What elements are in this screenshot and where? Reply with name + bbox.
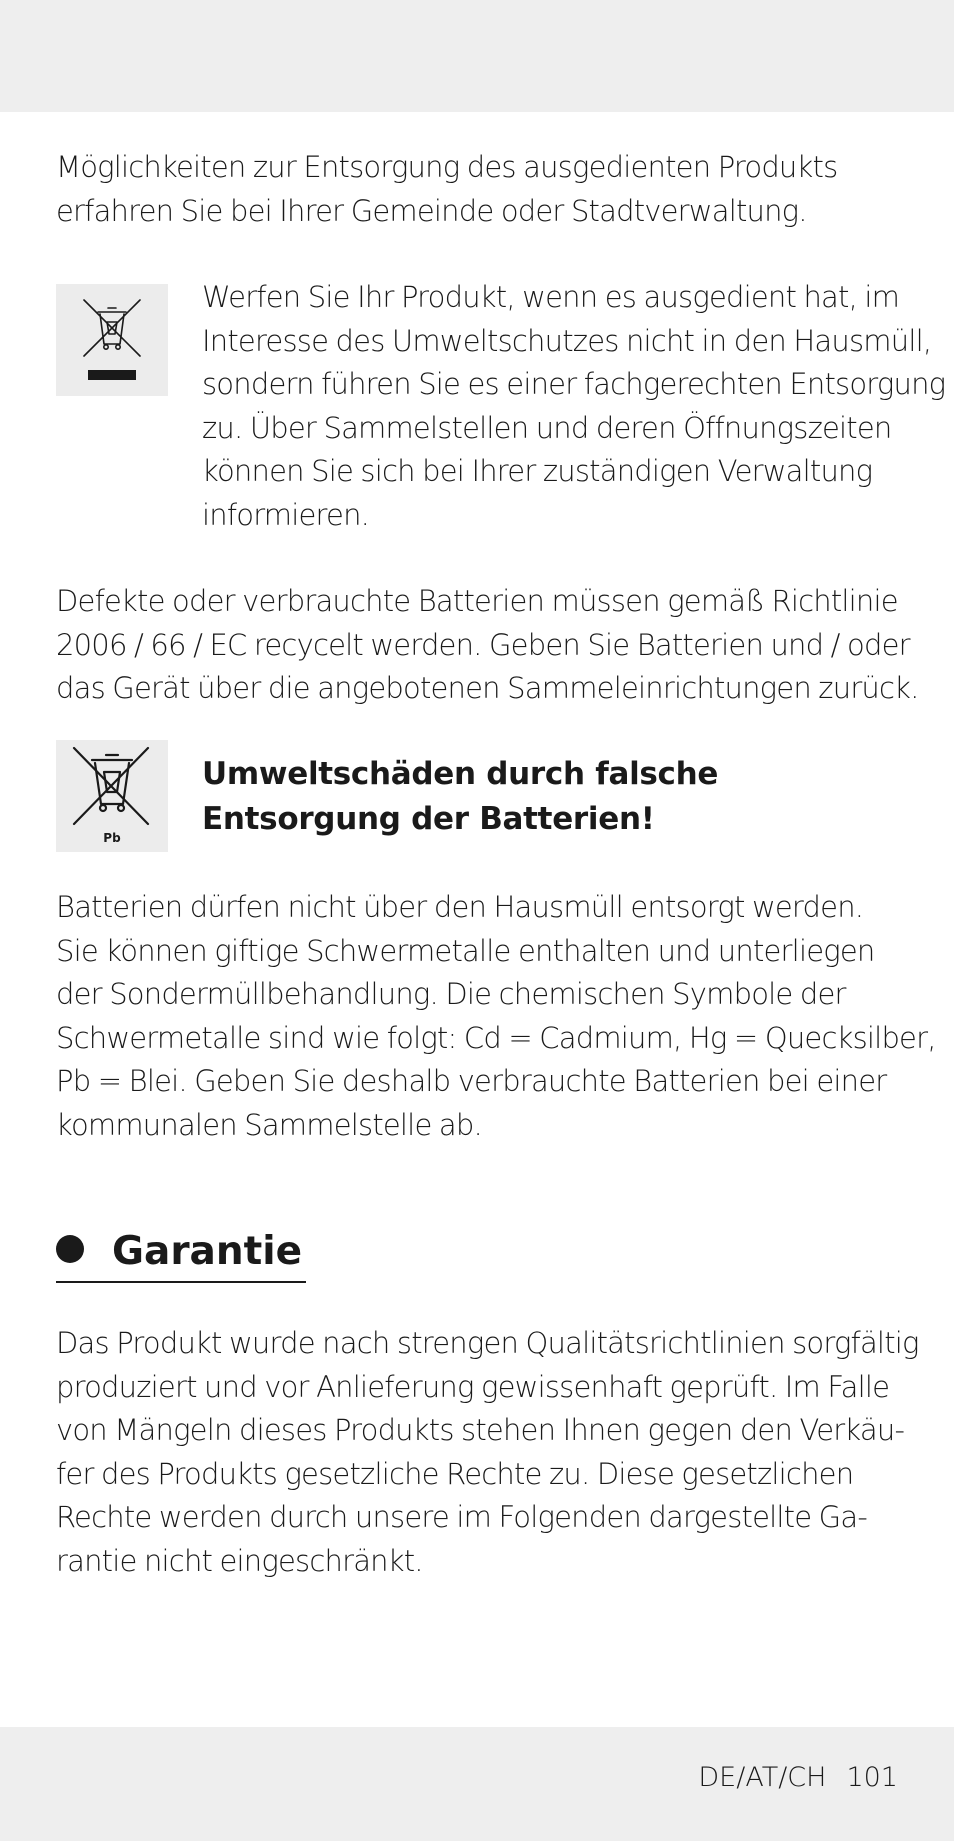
intro-line: Möglichkeiten zur Entsorgung des ausgedienten Produkts: [56, 150, 838, 184]
weee-paragraph: [202, 276, 945, 537]
battery-text-line: Schwermetalle sind wie folgt: Cd = Cadmium, Hg = Quecksilber,: [56, 1020, 936, 1055]
battery-text-paragraph: [56, 886, 936, 1147]
weee-line: können Sie sich bei Ihrer zuständigen Verwaltung: [202, 454, 873, 488]
weee-line: sondern führen Sie es einer fachgerechten Entsorgung: [202, 367, 946, 401]
battery-text-line: Pb = Blei. Geben Sie deshalb verbrauchte Batterien bei einer: [56, 1064, 887, 1098]
guarantee-line: produziert und vor Anlieferung gewissenhaft geprüft. Im Falle: [56, 1369, 890, 1404]
guarantee-line: Rechte werden durch unsere im Folgenden dargestellte Ga-: [56, 1500, 867, 1534]
battery-text-line: kommunalen Sammelstelle ab.: [56, 1107, 482, 1142]
guarantee-heading-text: Garantie: [112, 1229, 303, 1274]
crossed-out-bin-icon: [56, 284, 168, 396]
guarantee-line: rantie nicht eingeschränkt.: [56, 1543, 423, 1578]
battery-warning-title: [202, 752, 718, 842]
guarantee-line: Das Produkt wurde nach strengen Qualitätsrichtlinien sorgfältig: [56, 1326, 919, 1360]
top-band: [0, 0, 954, 112]
battery-text-line: Batterien dürfen nicht über den Hausmüll entsorgt werden.: [56, 890, 864, 924]
intro-paragraph: [56, 146, 837, 233]
weee-line: Werfen Sie Ihr Produkt, wenn es ausgedient hat, im: [202, 280, 900, 314]
battery-directive-paragraph: [56, 580, 919, 711]
intro-line: erfahren Sie bei Ihrer Gemeinde oder Stadtverwaltung.: [56, 193, 807, 228]
weee-line: informieren.: [202, 497, 370, 532]
pb-label: Pb: [103, 831, 121, 845]
battery-warning-line: Entsorgung der Batterien!: [202, 801, 655, 837]
guarantee-line: fer des Produkts gesetzliche Rechte zu. Diese gesetzlichen: [56, 1456, 854, 1491]
crossed-out-bin-pb-icon: [56, 740, 168, 852]
heading-bullet-icon: [56, 1235, 84, 1263]
page-footer: [698, 1758, 898, 1798]
page-number: 101: [846, 1762, 898, 1793]
battery-directive-line: das Gerät über die angebotenen Sammeleinrichtungen zurück.: [56, 671, 919, 705]
guarantee-paragraph: [56, 1322, 919, 1583]
battery-directive-line: Defekte oder verbrauchte Batterien müssen gemäß Richtlinie: [56, 584, 898, 618]
battery-text-line: Sie können giftige Schwermetalle enthalten und unterliegen: [56, 933, 875, 968]
battery-warning-line: Umweltschäden durch falsche: [202, 756, 719, 792]
battery-text-line: der Sondermüllbehandlung. Die chemischen Symbole der: [56, 977, 846, 1011]
weee-line: zu. Über Sammelstellen und deren Öffnungszeiten: [202, 410, 892, 445]
guarantee-heading: [56, 1225, 306, 1283]
weee-line: Interesse des Umweltschutzes nicht in den Hausmüll,: [202, 323, 932, 358]
guarantee-line: von Mängeln dieses Produkts stehen Ihnen gegen den Verkäu-: [56, 1413, 905, 1447]
battery-directive-line: 2006 / 66 / EC recycelt werden. Geben Sie Batterien und / oder: [56, 627, 910, 662]
footer-region: DE/AT/CH: [698, 1762, 827, 1793]
